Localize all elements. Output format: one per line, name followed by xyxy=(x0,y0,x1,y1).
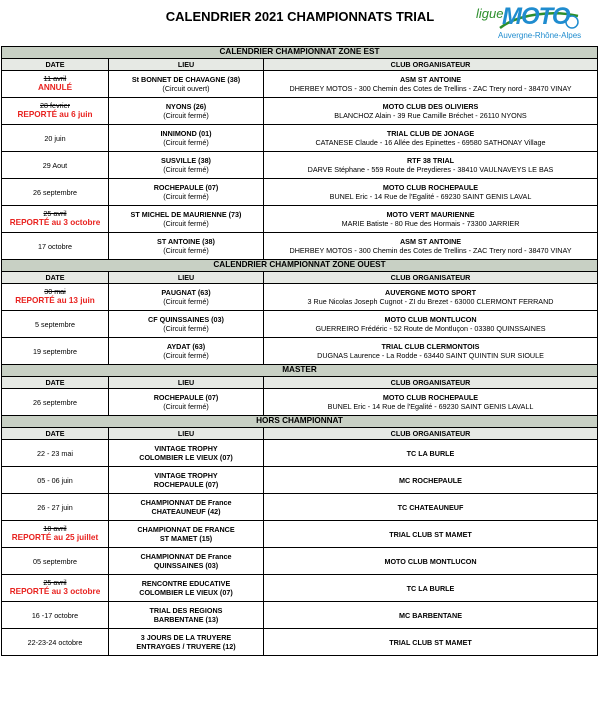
club-name: MC BARBENTANE xyxy=(399,610,462,620)
club-cell xyxy=(264,521,598,548)
lieu-name: St BONNET DE CHAVAGNE (38) xyxy=(131,75,241,84)
event-date: 22-23-24 octobre xyxy=(27,637,83,647)
lieu-detail: ST MAMET (15) xyxy=(159,534,213,543)
date-cell xyxy=(2,71,109,98)
club-name: TC LA BURLE xyxy=(406,583,455,593)
club-cell xyxy=(264,389,598,416)
lieu-cell xyxy=(109,575,264,602)
table-row xyxy=(2,440,598,467)
date-cell xyxy=(2,125,109,152)
date-cell xyxy=(2,521,109,548)
lieu-detail: (Circuit fermé) xyxy=(163,324,209,333)
date-cell xyxy=(2,338,109,365)
lieu-cell xyxy=(109,548,264,575)
original-date: 25 avril xyxy=(43,209,67,219)
column-header-club: CLUB ORGANISATEUR xyxy=(264,428,598,440)
column-header-row xyxy=(2,59,598,71)
table-row xyxy=(2,179,598,206)
lieu-detail: (Circuit fermé) xyxy=(163,351,209,360)
page-header xyxy=(0,0,600,46)
page-title: CALENDRIER 2021 CHAMPIONNATS TRIAL xyxy=(165,9,435,24)
column-header-date: DATE xyxy=(2,377,109,389)
date-cell xyxy=(2,179,109,206)
date-cell xyxy=(2,389,109,416)
club-address: BUNEL Eric - 14 Rue de l'Egalité - 69230 SAINT GENIS LAVAL xyxy=(329,192,532,201)
lieu-detail: ENTRAYGES / TRUYERE (12) xyxy=(136,642,236,651)
event-date: 26 septembre xyxy=(33,397,77,407)
table-row xyxy=(2,467,598,494)
club-name: MOTO VERT MAURIENNE xyxy=(386,210,475,219)
lieu-detail: COLOMBIER LE VIEUX (07) xyxy=(139,588,233,597)
club-name: ASM ST ANTOINE xyxy=(399,75,462,84)
lieu-detail: BARBENTANE (13) xyxy=(153,615,219,624)
club-address: MARIE Batiste - 80 Rue des Hormais - 73300 JARRIER xyxy=(341,219,520,228)
lieu-name: VINTAGE TROPHY xyxy=(154,444,218,453)
column-header-lieu: LIEU xyxy=(109,272,264,284)
club-cell xyxy=(264,233,598,260)
club-name: MC ROCHEPAULE xyxy=(399,475,462,485)
table-row xyxy=(2,152,598,179)
lieu-name: 3 JOURS DE LA TRUYERE xyxy=(140,633,232,642)
column-header-date: DATE xyxy=(2,59,109,71)
lieu-name: ST MICHEL DE MAURIENNE (73) xyxy=(130,210,242,219)
lieu-detail: QUINSSAINES (03) xyxy=(153,561,219,570)
table-row xyxy=(2,389,598,416)
club-cell xyxy=(264,602,598,629)
club-cell xyxy=(264,338,598,365)
date-cell xyxy=(2,629,109,656)
club-cell xyxy=(264,152,598,179)
lieu-name: TRIAL DES REGIONS xyxy=(149,606,223,615)
date-status-note: REPORTÉ au 25 juillet xyxy=(11,533,99,543)
club-name: TRIAL CLUB ST MAMET xyxy=(389,529,472,539)
lieu-cell xyxy=(109,467,264,494)
lieu-detail: (Circuit fermé) xyxy=(163,165,209,174)
lieu-cell xyxy=(109,629,264,656)
column-header-date: DATE xyxy=(2,272,109,284)
original-date: 18 avril xyxy=(43,524,67,534)
club-address: DHERBEY MOTOS - 300 Chemin des Cotes de Trellins - ZAC Trery nord - 38470 VINAY xyxy=(289,246,572,255)
table-row xyxy=(2,206,598,233)
lieu-detail: (Circuit fermé) xyxy=(163,192,209,201)
date-cell xyxy=(2,311,109,338)
lieu-detail: (Circuit fermé) xyxy=(163,111,209,120)
lieu-name: CF QUINSSAINES (03) xyxy=(148,315,224,324)
section-title: CALENDRIER CHAMPIONNAT ZONE EST xyxy=(2,47,598,59)
event-date: 5 septembre xyxy=(35,319,75,329)
club-address: BUNEL Eric - 14 Rue de l'Egalité - 69230 SAINT GENIS LAVALL xyxy=(327,402,534,411)
date-cell xyxy=(2,152,109,179)
table-row xyxy=(2,602,598,629)
original-date: 30 mai xyxy=(44,287,66,297)
date-cell xyxy=(2,98,109,125)
column-header-lieu: LIEU xyxy=(109,377,264,389)
section-title-row xyxy=(2,365,598,377)
lieu-cell xyxy=(109,440,264,467)
club-name: MOTO CLUB MONTLUCON xyxy=(384,556,477,566)
date-status-note: REPORTÉ au 3 octobre xyxy=(9,218,101,228)
lieu-cell xyxy=(109,152,264,179)
original-date: 11 avril xyxy=(43,74,67,84)
date-cell xyxy=(2,467,109,494)
original-date: 25 avril xyxy=(43,578,67,588)
lieu-name: PAUGNAT (63) xyxy=(161,288,211,297)
lieu-cell xyxy=(109,311,264,338)
club-name: TRIAL CLUB DE JONAGE xyxy=(386,129,475,138)
club-name: MOTO CLUB ROCHEPAULE xyxy=(382,393,479,402)
club-cell xyxy=(264,548,598,575)
lieu-detail: (Circuit fermé) xyxy=(163,402,209,411)
calendar-table xyxy=(1,46,598,656)
club-name: TRIAL CLUB ST MAMET xyxy=(389,637,472,647)
club-cell xyxy=(264,629,598,656)
lieu-detail: (Circuit ouvert) xyxy=(162,84,210,93)
club-cell xyxy=(264,179,598,206)
lieu-cell xyxy=(109,284,264,311)
lieu-name: ROCHEPAULE (07) xyxy=(153,393,219,402)
lieu-detail: (Circuit fermé) xyxy=(163,246,209,255)
lieu-cell xyxy=(109,494,264,521)
club-name: ASM ST ANTOINE xyxy=(399,237,462,246)
club-cell xyxy=(264,284,598,311)
logo-ligue-text: ligue xyxy=(476,6,504,21)
lieu-cell xyxy=(109,521,264,548)
date-status-note: REPORTÉ au 3 octobre xyxy=(9,587,101,597)
column-header-date: DATE xyxy=(2,428,109,440)
date-status-note: ANNULÉ xyxy=(37,83,73,93)
column-header-row xyxy=(2,272,598,284)
lieu-name: NYONS (26) xyxy=(165,102,207,111)
table-row xyxy=(2,521,598,548)
club-address: CATANESE Claude - 16 Allée des Epinettes - 69580 SATHONAY Village xyxy=(315,138,546,147)
section-title: CALENDRIER CHAMPIONNAT ZONE OUEST xyxy=(2,260,598,272)
club-cell xyxy=(264,311,598,338)
lieu-cell xyxy=(109,338,264,365)
table-row xyxy=(2,494,598,521)
date-cell xyxy=(2,575,109,602)
lieu-cell xyxy=(109,125,264,152)
club-name: TC LA BURLE xyxy=(406,448,455,458)
section-title-row xyxy=(2,47,598,59)
lieu-cell xyxy=(109,98,264,125)
lieu-detail: (Circuit fermé) xyxy=(163,138,209,147)
event-date: 20 juin xyxy=(44,133,66,143)
event-date: 29 Aout xyxy=(42,160,68,170)
club-name: MOTO CLUB DES OLIVIERS xyxy=(382,102,479,111)
event-date: 26 septembre xyxy=(33,187,77,197)
club-cell xyxy=(264,206,598,233)
event-date: 05 - 06 juin xyxy=(37,475,73,485)
date-status-note: REPORTÉ au 13 juin xyxy=(15,296,95,306)
club-address: 3 Rue Nicolas Joseph Cugnot - ZI du Brezet - 63000 CLERMONT FERRAND xyxy=(307,297,554,306)
lieu-name: INNIMOND (01) xyxy=(160,129,212,138)
column-header-row xyxy=(2,428,598,440)
date-cell xyxy=(2,548,109,575)
date-status-note: REPORTÉ au 6 juin xyxy=(17,110,93,120)
lieu-cell xyxy=(109,602,264,629)
lieu-name: ST ANTOINE (38) xyxy=(157,237,215,246)
event-date: 22 - 23 mai xyxy=(37,448,73,458)
club-cell xyxy=(264,575,598,602)
event-date: 26 - 27 juin xyxy=(37,502,73,512)
date-cell xyxy=(2,440,109,467)
lieu-detail: CHATEAUNEUF (42) xyxy=(151,507,221,516)
column-header-lieu: LIEU xyxy=(109,428,264,440)
date-cell xyxy=(2,233,109,260)
lieu-cell xyxy=(109,389,264,416)
lieu-detail: COLOMBIER LE VIEUX (07) xyxy=(139,453,233,462)
club-cell xyxy=(264,494,598,521)
section-title-row xyxy=(2,260,598,272)
club-cell xyxy=(264,440,598,467)
table-row xyxy=(2,125,598,152)
club-name: AUVERGNE MOTO SPORT xyxy=(385,288,476,297)
column-header-club: CLUB ORGANISATEUR xyxy=(264,377,598,389)
event-date: 05 septembre xyxy=(33,556,77,566)
table-row xyxy=(2,98,598,125)
table-row xyxy=(2,548,598,575)
table-row xyxy=(2,338,598,365)
lieu-name: CHAMPIONNAT DE FRANCE xyxy=(137,525,235,534)
table-row xyxy=(2,575,598,602)
section-title: HORS CHAMPIONNAT xyxy=(2,416,598,428)
lieu-name: ROCHEPAULE (07) xyxy=(153,183,219,192)
section-title: MASTER xyxy=(2,365,598,377)
table-row xyxy=(2,311,598,338)
logo-moto-text: MOTO xyxy=(502,3,570,30)
lieu-name: RENCONTRE EDUCATIVE xyxy=(141,579,231,588)
club-name: TC CHATEAUNEUF xyxy=(397,502,464,512)
club-address: GUERREIRO Frédéric - 52 Route de Montluçon - 03380 QUINSSAINES xyxy=(315,324,546,333)
lieu-name: CHAMPIONNAT DE France xyxy=(140,552,232,561)
lieu-detail: (Circuit fermé) xyxy=(163,297,209,306)
column-header-club: CLUB ORGANISATEUR xyxy=(264,59,598,71)
lieu-cell xyxy=(109,179,264,206)
lieu-detail: (Circuit fermé) xyxy=(163,219,209,228)
club-cell xyxy=(264,125,598,152)
club-address: DUGNAS Laurence - La Rodde - 63440 SAINT QUINTIN SUR SIOULE xyxy=(317,351,544,360)
event-date: 16 -17 octobre xyxy=(31,610,79,620)
column-header-row xyxy=(2,377,598,389)
club-cell xyxy=(264,71,598,98)
column-header-club: CLUB ORGANISATEUR xyxy=(264,272,598,284)
lieu-name: CHAMPIONNAT DE France xyxy=(140,498,232,507)
club-name: RTF 38 TRIAL xyxy=(406,156,455,165)
date-cell xyxy=(2,206,109,233)
table-row xyxy=(2,629,598,656)
table-row xyxy=(2,71,598,98)
section-title-row xyxy=(2,416,598,428)
calendar-body xyxy=(2,47,598,656)
event-date: 19 septembre xyxy=(33,346,77,356)
club-address: DHERBEY MOTOS - 300 Chemin des Cotes de Trellins - ZAC Trery nord - 38470 VINAY xyxy=(289,84,572,93)
table-row xyxy=(2,233,598,260)
club-address: DARVE Stéphane - 559 Route de Preydieres - 38410 VAULNAVEYS LE BAS xyxy=(307,165,554,174)
logo-region-text: Auvergne-Rhône-Alpes xyxy=(498,31,582,40)
club-name: MOTO CLUB MONTLUCON xyxy=(384,315,477,324)
table-row xyxy=(2,284,598,311)
lieu-cell xyxy=(109,233,264,260)
column-header-lieu: LIEU xyxy=(109,59,264,71)
original-date: 28 fevrier xyxy=(40,101,70,111)
lieu-cell xyxy=(109,206,264,233)
date-cell xyxy=(2,284,109,311)
lieu-detail: ROCHEPAULE (07) xyxy=(153,480,219,489)
club-address: BLANCHOZ Alain - 39 Rue Camille Bréchet - 26110 NYONS xyxy=(334,111,527,120)
date-cell xyxy=(2,494,109,521)
lieu-cell xyxy=(109,71,264,98)
club-name: MOTO CLUB ROCHEPAULE xyxy=(382,183,479,192)
lieu-name: AYDAT (63) xyxy=(166,342,206,351)
lieu-name: VINTAGE TROPHY xyxy=(154,471,218,480)
club-cell xyxy=(264,467,598,494)
event-date: 17 octobre xyxy=(38,241,72,251)
club-name: TRIAL CLUB CLERMONTOIS xyxy=(381,342,480,351)
lieu-name: SUSVILLE (38) xyxy=(161,156,211,165)
date-cell xyxy=(2,602,109,629)
ligue-moto-logo xyxy=(474,4,592,44)
club-cell xyxy=(264,98,598,125)
